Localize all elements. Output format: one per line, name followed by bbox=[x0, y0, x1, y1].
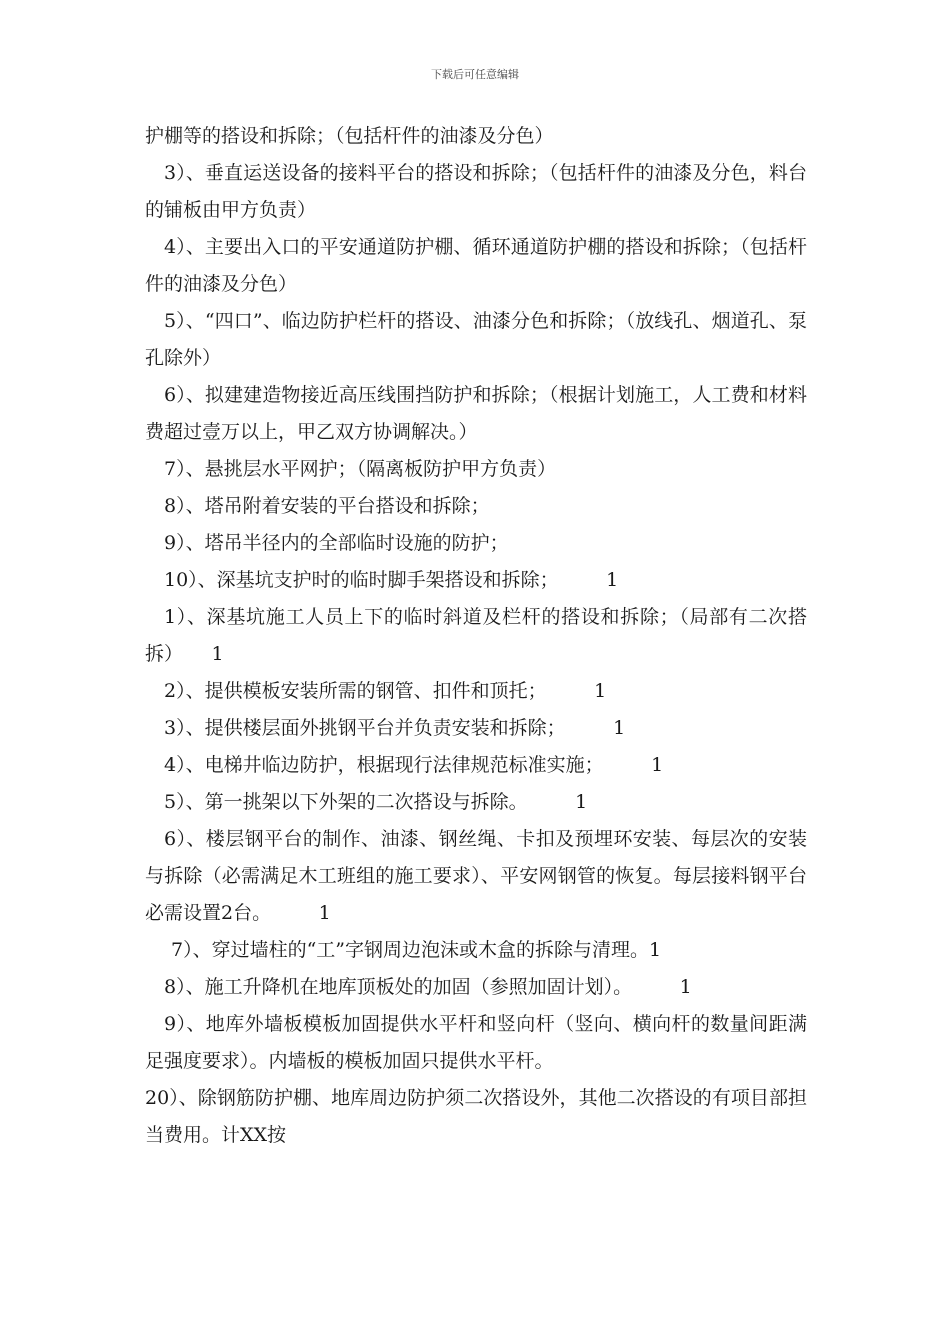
paragraph-7: 8）、塔吊附着安装的平台搭设和拆除； bbox=[164, 495, 490, 517]
paragraph-11: 2）、提供模板安装所需的钢管、扣件和顶托； 1 bbox=[164, 680, 607, 702]
paragraph-19: 20）、除钢筋防护棚、地库周边防护须二次搭设外，其他二次搭设的有项目部担当费用。计XX按 bbox=[145, 1087, 807, 1146]
document-body bbox=[145, 118, 807, 1154]
paragraph-4: 5）、“四口”、临边防护栏杆的搭设、油漆分色和拆除；（放线孔、烟道孔、泵孔除外） bbox=[145, 310, 807, 369]
paragraph-5: 6）、拟建建造物接近高压线围挡防护和拆除；（根据计划施工，人工费和材料费超过壹万以上，甲乙双方协调解决。） bbox=[145, 384, 807, 443]
paragraph-1: 护棚等的搭设和拆除；（包括杆件的油漆及分色） bbox=[145, 125, 554, 147]
paragraph-9: 10）、深基坑支护时的临时脚手架搭设和拆除； 1 bbox=[164, 569, 619, 591]
paragraph-18: 9）、地库外墙板模板加固提供水平杆和竖向杆（竖向、横向杆的数量间距满足强度要求）。内墙板的模板加固只提供水平杆。 bbox=[145, 1013, 807, 1072]
paragraph-8: 9）、塔吊半径内的全部临时设施的防护； bbox=[164, 532, 509, 554]
paragraph-12: 3）、提供楼层面外挑钢平台并负责安装和拆除； 1 bbox=[164, 717, 626, 739]
paragraph-10: 1）、深基坑施工人员上下的临时斜道及栏杆的搭设和拆除；（局部有二次搭拆） 1 bbox=[145, 606, 807, 665]
paragraph-16: 7）、穿过墙柱的“工”字钢周边泡沫或木盒的拆除与清理。1 bbox=[171, 939, 662, 961]
paragraph-6: 7）、悬挑层水平网护；（隔离板防护甲方负责） bbox=[164, 458, 557, 480]
paragraph-15: 6）、楼层钢平台的制作、油漆、钢丝绳、卡扣及预埋环安装、每层次的安装与拆除（必需满足木工班组的施工要求）、平安网钢管的恢复。每层接料钢平台必需设置2台。 1 bbox=[145, 828, 807, 924]
page-header: 下载后可任意编辑 bbox=[431, 68, 519, 81]
paragraph-17: 8）、施工升降机在地库顶板处的加固（参照加固计划）。 1 bbox=[164, 976, 692, 998]
paragraph-14: 5）、第一挑架以下外架的二次搭设与拆除。 1 bbox=[164, 791, 588, 813]
paragraph-13: 4）、电梯井临边防护，根据现行法律规范标准实施； 1 bbox=[164, 754, 664, 776]
paragraph-2: 3）、垂直运送设备的接料平台的搭设和拆除；（包括杆件的油漆及分色，料台的铺板由甲方负责） bbox=[145, 162, 807, 221]
paragraph-3: 4）、主要出入口的平安通道防护棚、循环通道防护棚的搭设和拆除；（包括杆件的油漆及分色） bbox=[145, 236, 807, 295]
